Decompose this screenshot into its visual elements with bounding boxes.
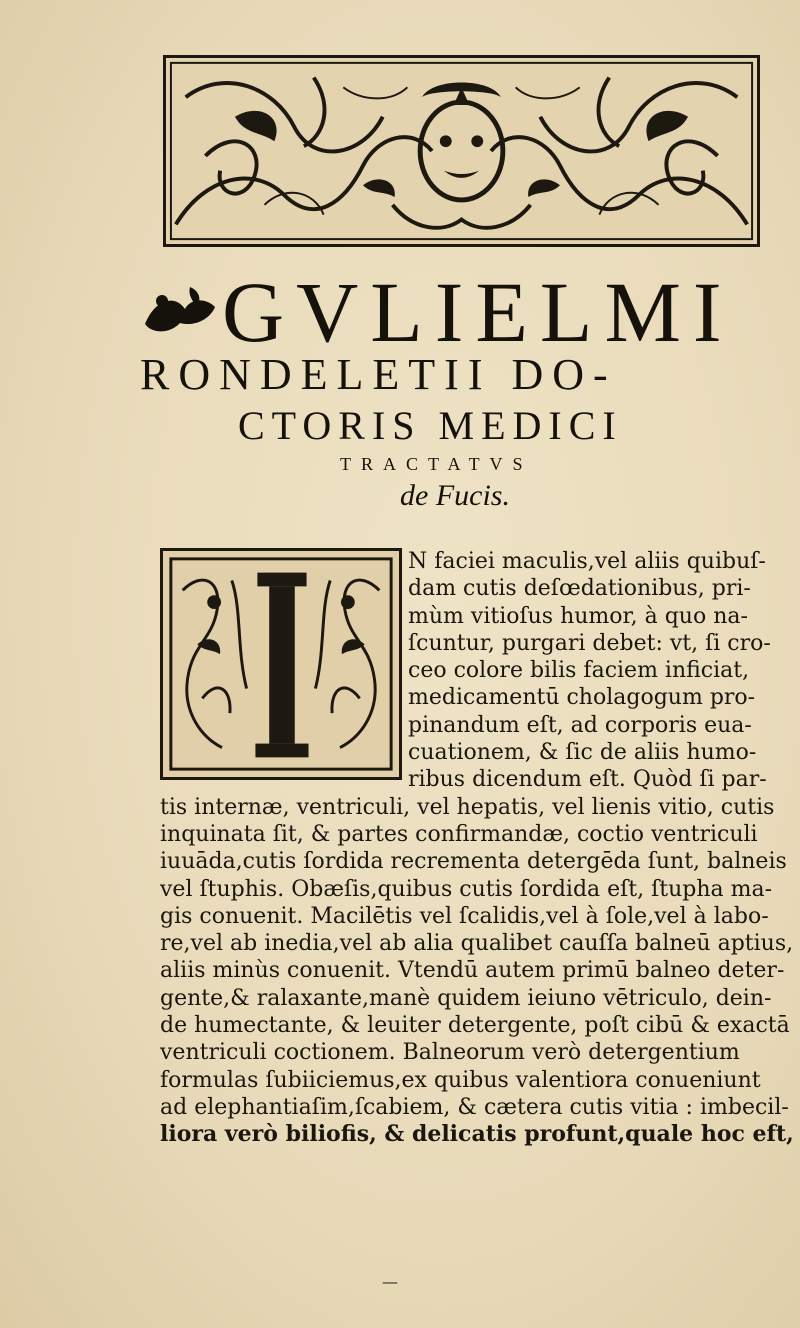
footer-mark: —: [382, 1272, 398, 1291]
text-line: N faciei maculis,vel aliis quibuſ-: [408, 549, 766, 574]
text-line: inquinata ſit, & partes confirmandæ, coctio ventriculi: [160, 821, 758, 847]
title-author-first-name: [140, 262, 770, 362]
ornamental-headpiece: [163, 55, 760, 247]
text-line: iuuāda,cutis ſordida recrementa detergēda ſunt, balneis: [160, 849, 787, 875]
title-line-5: de Fucis.: [400, 479, 510, 512]
text-line: ceo colore bilis faciem inficiat,: [408, 658, 750, 684]
text-line: formulas ſubiiciemus,ex quibus valentiora conueniunt: [160, 1067, 761, 1093]
text-line: cuationem, & ſic de aliis humo-: [408, 740, 757, 766]
fleuron-icon: [140, 279, 220, 339]
text-line: de humectante, & leuiter detergente, poſt cibū & exactā: [160, 1013, 790, 1039]
text-line: aliis minùs conuenit. Vtendū autem primū balneo deter-: [160, 958, 785, 984]
text-line: dam cutis deſœdationibus, pri-: [408, 576, 751, 602]
text-line: gente,& ralaxante,manè quidem ieiuno vētriculo, dein-: [160, 985, 772, 1011]
text-line: gis conuenit. Macilētis vel ſcalidis,vel à ſole,vel à labo-: [160, 903, 769, 929]
text-line: ad elephantiaſim,ſcabiem, & cætera cutis vitia : imbecil-: [160, 1094, 789, 1120]
title-line-3: CTORIS MEDICI: [238, 403, 623, 448]
text-line: tis internæ, ventriculi, vel hepatis, vel lienis vitio, cutis: [160, 794, 775, 820]
text-line: ventriculi coctionem. Balneorum verò detergentium: [160, 1040, 740, 1066]
title-line-1: GVLIELMI: [222, 264, 734, 360]
text-line: pinandum eſt, ad corporis eua-: [408, 712, 752, 738]
text-line: liora verò biliofis, & delicatis profunt,quale hoc eft,: [160, 1121, 794, 1148]
body-text: [160, 548, 800, 1149]
text-line: medicamentū cholagogum pro-: [408, 685, 756, 711]
text-line: ribus dicendum eſt. Quòd ſi par-: [408, 767, 767, 793]
text-line: ſcuntur, purgari debet: vt, ſi cro-: [408, 630, 771, 656]
text-line: mùm vitioſus humor, à quo na-: [408, 603, 748, 629]
grotesque-ornament-icon: [166, 58, 757, 244]
text-line: vel ſtuphis. Obæſis,quibus cutis ſordida eſt, ſtupha ma-: [160, 876, 773, 902]
title-line-4: TRACTATVS: [340, 454, 533, 474]
text-line: re,vel ab inedia,vel ab alia qualibet cauſſa balneū aptius,: [160, 931, 794, 957]
title-line-2: RONDELETII DO-: [140, 350, 617, 399]
